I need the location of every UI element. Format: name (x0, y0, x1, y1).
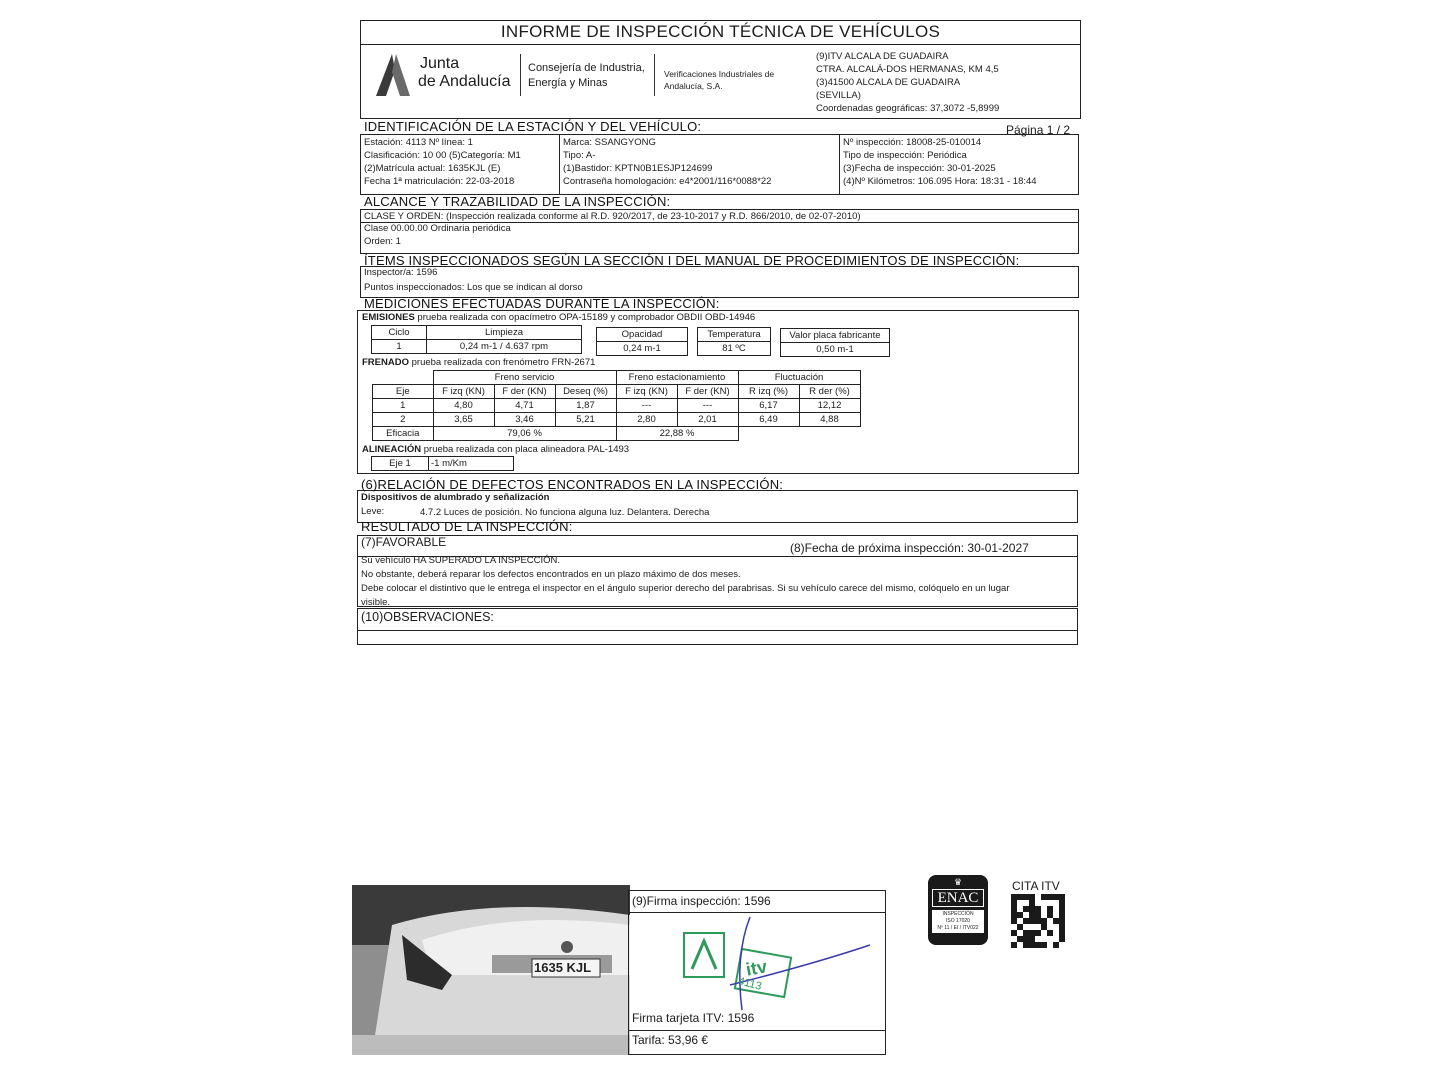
emisiones-table-1: Ciclo Limpieza 1 0,24 m-1 / 4.637 rpm (371, 325, 582, 354)
qr-code-icon[interactable] (1011, 894, 1065, 948)
resultado-heading: RESULTADO DE LA INSPECCIÓN: (361, 519, 573, 534)
emisiones-table-opacidad: Opacidad 0,24 m-1 (596, 327, 688, 356)
clase: Clase 00.00.00 Ordinaria periódica (364, 223, 511, 234)
defectos-level: Leve: (361, 506, 385, 517)
clase-orden: CLASE Y ORDEN: (Inspección realizada conforme al R.D. 920/2017, de 23-10-2017 y R.D. 866/2010, de 02-07-2010) (364, 211, 861, 222)
page-number: Página 1 / 2 (1006, 123, 1071, 137)
observaciones-rule (357, 630, 1078, 631)
tarifa: Tarifa: 53,96 € (632, 1033, 709, 1047)
stamp-number: 4113 (736, 975, 763, 993)
station-address: (9)ITV ALCALA DE GUADAIRA CTRA. ALCALÁ-DOS HERMANAS, KM 4,5 (3)41500 ALCALA DE GUADAIRA (SEVILLA) Coordenadas geográficas: 37,3072 -5,8999 (816, 51, 1000, 114)
id-divider-2 (839, 134, 840, 195)
id-col-3: Nº inspección: 18008-25-010014 Tipo de inspección: Periódica (3)Fecha de inspección: 30-01-2025 (4)Nº Kilómetros: 106.095 Hora: 18:31 - 18:44 (843, 137, 1037, 187)
emisiones-table-temp: Temperatura 81 ºC (697, 327, 771, 356)
id-col-2: Marca: SSANGYONG Tipo: A- (1)Bastidor: KPTN0B1ESJP124699 Contraseña homologación: e4*2001/116*0088*22 (563, 137, 772, 187)
alineacion-line: ALINEACIÓN prueba realizada con placa alineadora PAL-1493 (362, 444, 630, 455)
enac-logo: ♛ ENAC INSPECCIÓN ISO 17020 Nº 11 / EI / ITV022 (928, 875, 988, 945)
logo-divider-2 (654, 54, 655, 96)
frenado-line: FRENADO prueba realizada con frenómetro FRN-2671 (362, 357, 596, 368)
id-col-1: Estación: 4113 Nº línea: 1 Clasificación: 10 00 (5)Categoría: M1 (2)Matrícula actual: 1635KJL (E) Fecha 1ª matriculación: 22-03-2018 (364, 137, 521, 187)
junta-logo-icon (372, 52, 414, 98)
inspector: Inspector/a: 1596 (364, 267, 438, 278)
observaciones-heading: (10)OBSERVACIONES: (361, 610, 494, 624)
firma-tarjeta: Firma tarjeta ITV: 1596 (632, 1011, 755, 1025)
emisiones-table-placa: Valor placa fabricante 0,50 m-1 (780, 328, 890, 357)
sig-rule-1 (628, 912, 886, 913)
frenado-row-1: 1 4,80 4,71 1,87 --- --- 6,17 12,12 (373, 399, 861, 413)
resultado-text: Su vehículo HA SUPERADO LA INSPECCIÓN. No obstante, deberá reparar los defectos encontrados en un plazo máximo de dos meses. Debe colocar el distintivo que le entrega el inspector en el ángulo superior derecho del parabrisas. Si su vehículo carece del mismo, colóquelo en un lugar visible. (361, 555, 1010, 608)
orden: Orden: 1 (364, 236, 401, 247)
consejeria-text: Consejería de Industria, Energía y Minas (528, 62, 645, 89)
emisiones-line: EMISIONES prueba realizada con opacímetro OPA-15189 y comprobador OBDII OBD-14946 (362, 312, 756, 323)
firma-inspeccion: (9)Firma inspección: 1596 (632, 894, 771, 908)
doc-title: INFORME DE INSPECCIÓN TÉCNICA DE VEHÍCULOS (500, 22, 941, 41)
frenado-row-2: 2 3,65 3,46 5,21 2,80 2,01 6,49 4,88 (373, 413, 861, 427)
stamp-itv: itv (744, 956, 769, 980)
defectos-group: Dispositivos de alumbrado y señalización (361, 492, 550, 503)
items-heading: ÍTEMS INSPECCIONADOS SEGÚN LA SECCIÓN I DEL MANUAL DE PROCEDIMIENTOS DE INSPECCIÓN: (364, 253, 1020, 268)
defectos-text: 4.7.2 Luces de posición. No funciona alguna luz. Delantera. Derecha (420, 507, 710, 518)
cita-itv-label: CITA ITV (1012, 879, 1060, 893)
junta-name: Junta de Andalucía (418, 55, 511, 90)
title-rule (360, 44, 1081, 45)
verdict: (7)FAVORABLE (361, 535, 447, 549)
mediciones-heading: MEDICIONES EFECTUADAS DURANTE LA INSPECCIÓN: (364, 296, 720, 311)
sig-rule-2 (628, 1030, 886, 1031)
identificacion-heading: IDENTIFICACIÓN DE LA ESTACIÓN Y DEL VEHÍCULO: (364, 119, 702, 134)
veiasa-text: Verificaciones Industriales de Andalucía, S.A. (664, 69, 775, 91)
alcance-heading: ALCANCE Y TRAZABILIDAD DE LA INSPECCIÓN: (364, 194, 671, 209)
photo-plate: 1635 KJL (534, 960, 592, 975)
alineacion-table: Eje 1 -1 m/Km (371, 456, 514, 471)
next-inspection: (8)Fecha de próxima inspección: 30-01-2027 (790, 541, 1029, 555)
id-divider-1 (559, 134, 560, 195)
logo-divider (520, 54, 521, 96)
puntos: Puntos inspeccionados: Los que se indican al dorso (364, 282, 583, 293)
defectos-heading: (6)RELACIÓN DE DEFECTOS ENCONTRADOS EN LA INSPECCIÓN: (361, 477, 784, 492)
frenado-table: Freno servicio Freno estacionamiento Fluctuación Eje F izq (KN) F der (KN) Deseq (%) F izq (KN) F der (KN) R izq (%) R der (%) 1 4,80 4,71 1,87 --- --- 6,17 12,12 2 3,65 3,46 5,21 2,80 2,01 6,49 4,88 Eficacia 79,06 % 22,88 % (372, 370, 861, 441)
